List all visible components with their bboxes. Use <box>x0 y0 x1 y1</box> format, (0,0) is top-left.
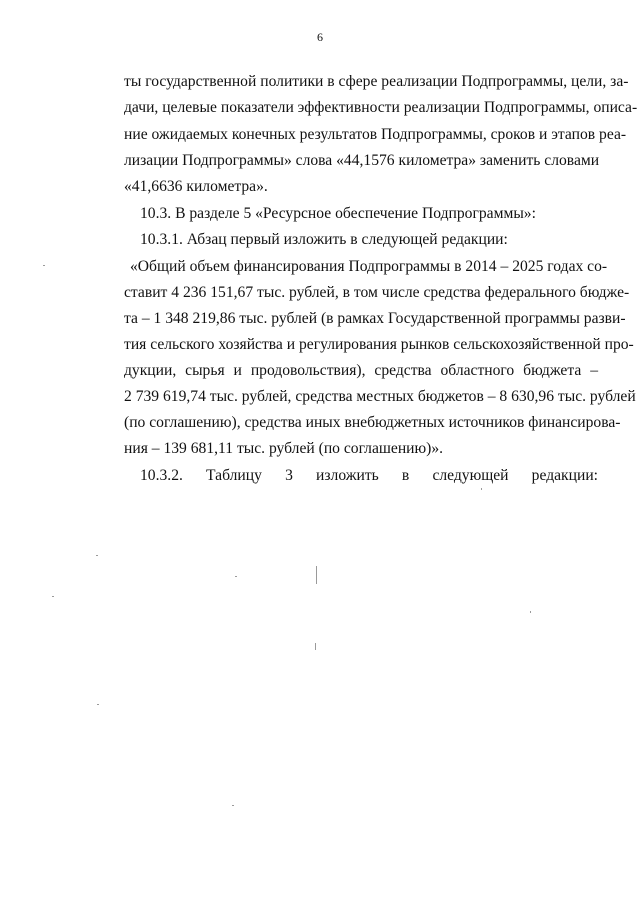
text-line: ты государственной политики в сфере реализации Подпрограммы, цели, за- <box>124 73 629 90</box>
text-line: дукции, сырья и продовольствия), средства областного бюджета – <box>124 362 598 379</box>
scan-speck <box>316 566 317 584</box>
scan-speck <box>530 611 531 613</box>
text-line: ния – 139 681,11 тыс. рублей (по соглашению)». <box>124 440 444 457</box>
scan-speck <box>232 805 234 806</box>
scan-speck <box>52 596 54 597</box>
text-line: лизации Подпрограммы» слова «44,1576 километра» заменить словами <box>124 152 600 169</box>
subsection-heading: 10.3.1. Абзац первый изложить в следующей редакции: <box>140 231 508 248</box>
text-line: тия сельского хозяйства и регулирования рынков сельскохозяйственной про- <box>124 336 634 353</box>
text-line: дачи, целевые показатели эффективности реализации Подпрограммы, описа- <box>124 99 638 116</box>
text-line: «41,6636 километра». <box>124 178 268 195</box>
text-line: 2 739 619,74 тыс. рублей, средства местных бюджетов – 8 630,96 тыс. рублей <box>124 388 636 405</box>
text-line: ставит 4 236 151,67 тыс. рублей, в том числе средства федерального бюдже- <box>124 284 630 301</box>
scan-speck <box>43 265 45 266</box>
page-number: 6 <box>317 30 323 44</box>
scan-speck <box>481 488 482 490</box>
scan-speck <box>97 704 99 705</box>
text-line: ние ожидаемых конечных результатов Подпрограммы, сроков и этапов реа- <box>124 126 627 143</box>
text-line: та – 1 348 219,86 тыс. рублей (в рамках Государственной программы разви- <box>124 310 626 327</box>
subsection-heading: 10.3.2. Таблицу 3 изложить в следующей редакции: <box>140 467 598 484</box>
text-line: (по соглашению), средства иных внебюджетных источников финансирова- <box>124 414 621 431</box>
section-heading: 10.3. В разделе 5 «Ресурсное обеспечение Подпрограммы»: <box>140 205 536 222</box>
scan-speck <box>96 555 98 556</box>
scan-speck <box>315 643 316 650</box>
text-line: «Общий объем финансирования Подпрограммы в 2014 – 2025 годах со- <box>130 258 608 275</box>
scan-speck <box>235 576 237 577</box>
